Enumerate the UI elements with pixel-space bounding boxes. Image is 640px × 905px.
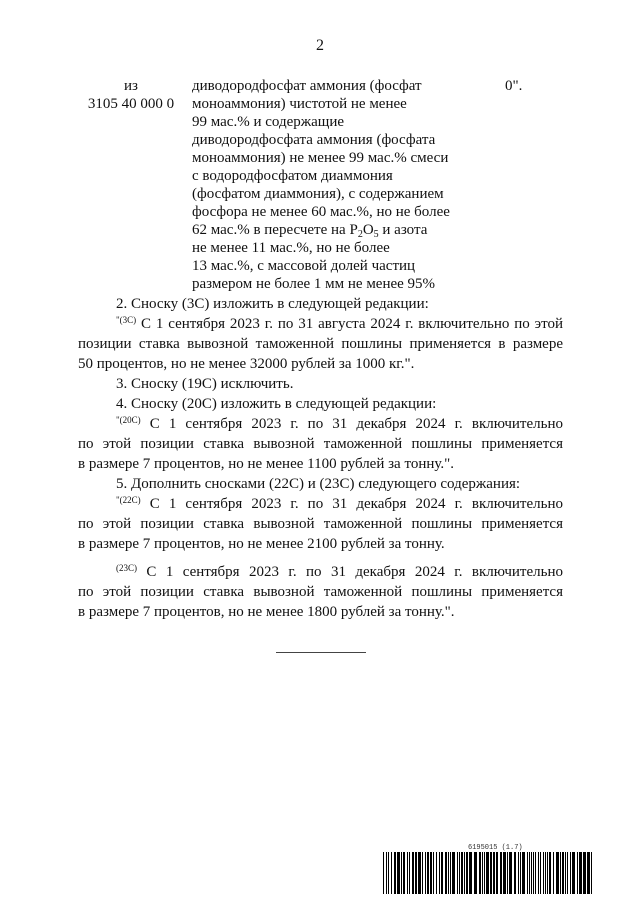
- code-prefix: из: [124, 78, 138, 94]
- barcode-bar: [464, 852, 465, 894]
- barcode-bar: [496, 852, 498, 894]
- barcode-bar: [445, 852, 447, 894]
- barcode-bar: [436, 852, 437, 894]
- description-cell: [192, 77, 492, 293]
- barcode-bar: [567, 852, 568, 894]
- barcode-bar: [533, 852, 534, 894]
- paragraph-line: в размере 7 процентов, но не менее 2100 рублей за тонну.: [78, 536, 445, 552]
- paragraph-3: 3. Сноску (19С) исключить.: [116, 376, 294, 392]
- barcode-bar: [547, 852, 548, 894]
- barcode-bar: [577, 852, 578, 894]
- barcode-bar: [452, 852, 455, 894]
- separator-line: [276, 652, 366, 653]
- paragraph-line: в размере 7 процентов, но не менее 1800 рублей за тонну.".: [78, 604, 455, 620]
- paragraph-line: $^{"(3С)}$ С 1 сентября 2023 г. по 31 августа 2024 г. включительно по этой: [116, 315, 563, 332]
- barcode-bar: [522, 852, 525, 894]
- paragraph-line: в размере 7 процентов, но не менее 1100 рублей за тонну.".: [78, 456, 454, 472]
- barcode: [383, 852, 595, 894]
- barcode-bar: [422, 852, 423, 894]
- barcode-bar: [572, 852, 575, 894]
- barcode-bar: [531, 852, 532, 894]
- description-line: 13 мас.%, с массовой долей частиц: [192, 258, 416, 274]
- barcode-bar: [565, 852, 566, 894]
- barcode-bar: [397, 852, 400, 894]
- description-line: (фосфатом диаммония), с содержанием: [192, 186, 444, 202]
- barcode-bar: [441, 852, 443, 894]
- description-line: с водородфосфатом диаммония: [192, 168, 393, 184]
- barcode-bar: [427, 852, 429, 894]
- barcode-bar: [538, 852, 539, 894]
- barcode-bar: [493, 852, 495, 894]
- paragraph-2-body: [78, 314, 563, 374]
- barcode-bar: [482, 852, 483, 894]
- barcode-bar: [430, 852, 432, 894]
- barcode-bar: [461, 852, 463, 894]
- barcode-bar: [386, 852, 387, 894]
- formula-text-mid: O: [362, 222, 374, 238]
- barcode-bar: [514, 852, 516, 894]
- description-line: моноаммония) чистотой не менее: [192, 96, 407, 112]
- barcode-bar: [474, 852, 477, 894]
- formula-text-after: и азота: [378, 222, 428, 238]
- barcode-bar: [587, 852, 590, 894]
- barcode-bar: [543, 852, 544, 894]
- paragraph-5a-body: [78, 494, 563, 554]
- barcode-bar: [490, 852, 492, 894]
- paragraph-4-heading: 4. Сноску (20С) изложить в следующей редакции:: [116, 396, 437, 412]
- barcode-bar: [509, 852, 512, 894]
- barcode-bar: [401, 852, 402, 894]
- rate-cell: 0".: [505, 78, 523, 94]
- description-line-formula: [192, 221, 492, 239]
- footnote-marker: "(3С): [116, 315, 137, 325]
- barcode-bar: [439, 852, 440, 894]
- barcode-bar: [415, 852, 417, 894]
- barcode-bar: [383, 852, 384, 894]
- barcode-bar: [407, 852, 408, 894]
- barcode-bar: [479, 852, 481, 894]
- barcode-bar: [418, 852, 421, 894]
- barcode-bar: [466, 852, 468, 894]
- description-line: не менее 11 мас.%, но не более: [192, 240, 390, 256]
- barcode-bar: [486, 852, 489, 894]
- paragraph-line: $^{"(20С)}$ С 1 сентября 2023 г. по 31 декабря 2024 г. включительно: [116, 415, 563, 432]
- barcode-bar: [545, 852, 546, 894]
- barcode-bar: [391, 852, 392, 894]
- barcode-bar: [394, 852, 396, 894]
- barcode-caption: 6195015 (1.7): [468, 844, 523, 852]
- barcode-bar: [529, 852, 530, 894]
- tariff-code: 3105 40 000 0: [87, 96, 175, 112]
- footnote-marker: (23С): [116, 563, 137, 573]
- barcode-bar: [535, 852, 536, 894]
- paragraph-line: 50 процентов, но не менее 32000 рублей за 1000 кг.".: [78, 356, 415, 372]
- barcode-bar: [560, 852, 561, 894]
- barcode-bar: [520, 852, 521, 894]
- barcode-bar: [425, 852, 426, 894]
- description-line: размером не более 1 мм не менее 95%: [192, 276, 436, 292]
- barcode-bar: [500, 852, 502, 894]
- barcode-bar: [459, 852, 460, 894]
- paragraph-5b-body: [78, 562, 563, 622]
- barcode-bar: [591, 852, 592, 894]
- barcode-bar: [579, 852, 582, 894]
- formula-text-before: 62 мас.% в пересчете на P: [192, 222, 358, 238]
- barcode-bar: [433, 852, 434, 894]
- barcode-bar: [388, 852, 389, 894]
- paragraph-line: позиции ставка вывозной таможенной пошлины применяется в размере: [78, 336, 563, 352]
- barcode-bar: [507, 852, 508, 894]
- barcode-bar: [409, 852, 410, 894]
- barcode-bar: [556, 852, 559, 894]
- barcode-bar: [503, 852, 506, 894]
- description-line: 99 мас.% и содержащие: [192, 114, 344, 130]
- formula-subscript: 2: [357, 229, 363, 240]
- paragraph-2-heading: 2. Сноску (3С) изложить в следующей редакции:: [116, 296, 429, 312]
- amendment-text: [78, 294, 563, 622]
- barcode-bar: [527, 852, 528, 894]
- barcode-bar: [403, 852, 405, 894]
- description-line: фосфора не менее 60 мас.%, но не более: [192, 204, 450, 220]
- barcode-bar: [562, 852, 564, 894]
- description-line: диводородфосфат аммония (фосфат: [192, 78, 422, 94]
- tariff-code-cell: [76, 77, 186, 113]
- page-number: 2: [316, 37, 324, 54]
- barcode-bar: [540, 852, 541, 894]
- paragraph-line: $^{"(22С)}$ С 1 сентября 2023 г. по 31 декабря 2024 г. включительно: [116, 495, 563, 512]
- barcode-bar: [412, 852, 414, 894]
- paragraph-line: $^{(23С)}$ С 1 сентября 2023 г. по 31 декабря 2024 г. включительно: [116, 563, 563, 580]
- barcode-bar: [570, 852, 571, 894]
- footnote-marker: "(22С): [116, 495, 141, 505]
- paragraph-line: по этой позиции ставка вывозной таможенной пошлины применяется: [78, 584, 563, 600]
- barcode-bar: [484, 852, 485, 894]
- barcode-bar: [518, 852, 519, 894]
- formula-subscript: 5: [373, 229, 379, 240]
- paragraph-line: по этой позиции ставка вывозной таможенной пошлины применяется: [78, 436, 563, 452]
- description-line: моноаммония) не менее 99 мас.% смеси: [192, 150, 449, 166]
- barcode-bar: [457, 852, 458, 894]
- paragraph-4-body: [78, 414, 563, 474]
- barcode-bar: [469, 852, 472, 894]
- footnote-marker: "(20С): [116, 415, 141, 425]
- barcode-bar: [450, 852, 451, 894]
- barcode-bar: [448, 852, 449, 894]
- description-line: диводородфосфата аммония (фосфата: [192, 132, 436, 148]
- barcode-bar: [583, 852, 586, 894]
- barcode-bar: [549, 852, 551, 894]
- paragraph-line: по этой позиции ставка вывозной таможенной пошлины применяется: [78, 516, 563, 532]
- barcode-bar: [553, 852, 554, 894]
- paragraph-5-heading: 5. Дополнить сносками (22С) и (23С) следующего содержания:: [116, 476, 521, 492]
